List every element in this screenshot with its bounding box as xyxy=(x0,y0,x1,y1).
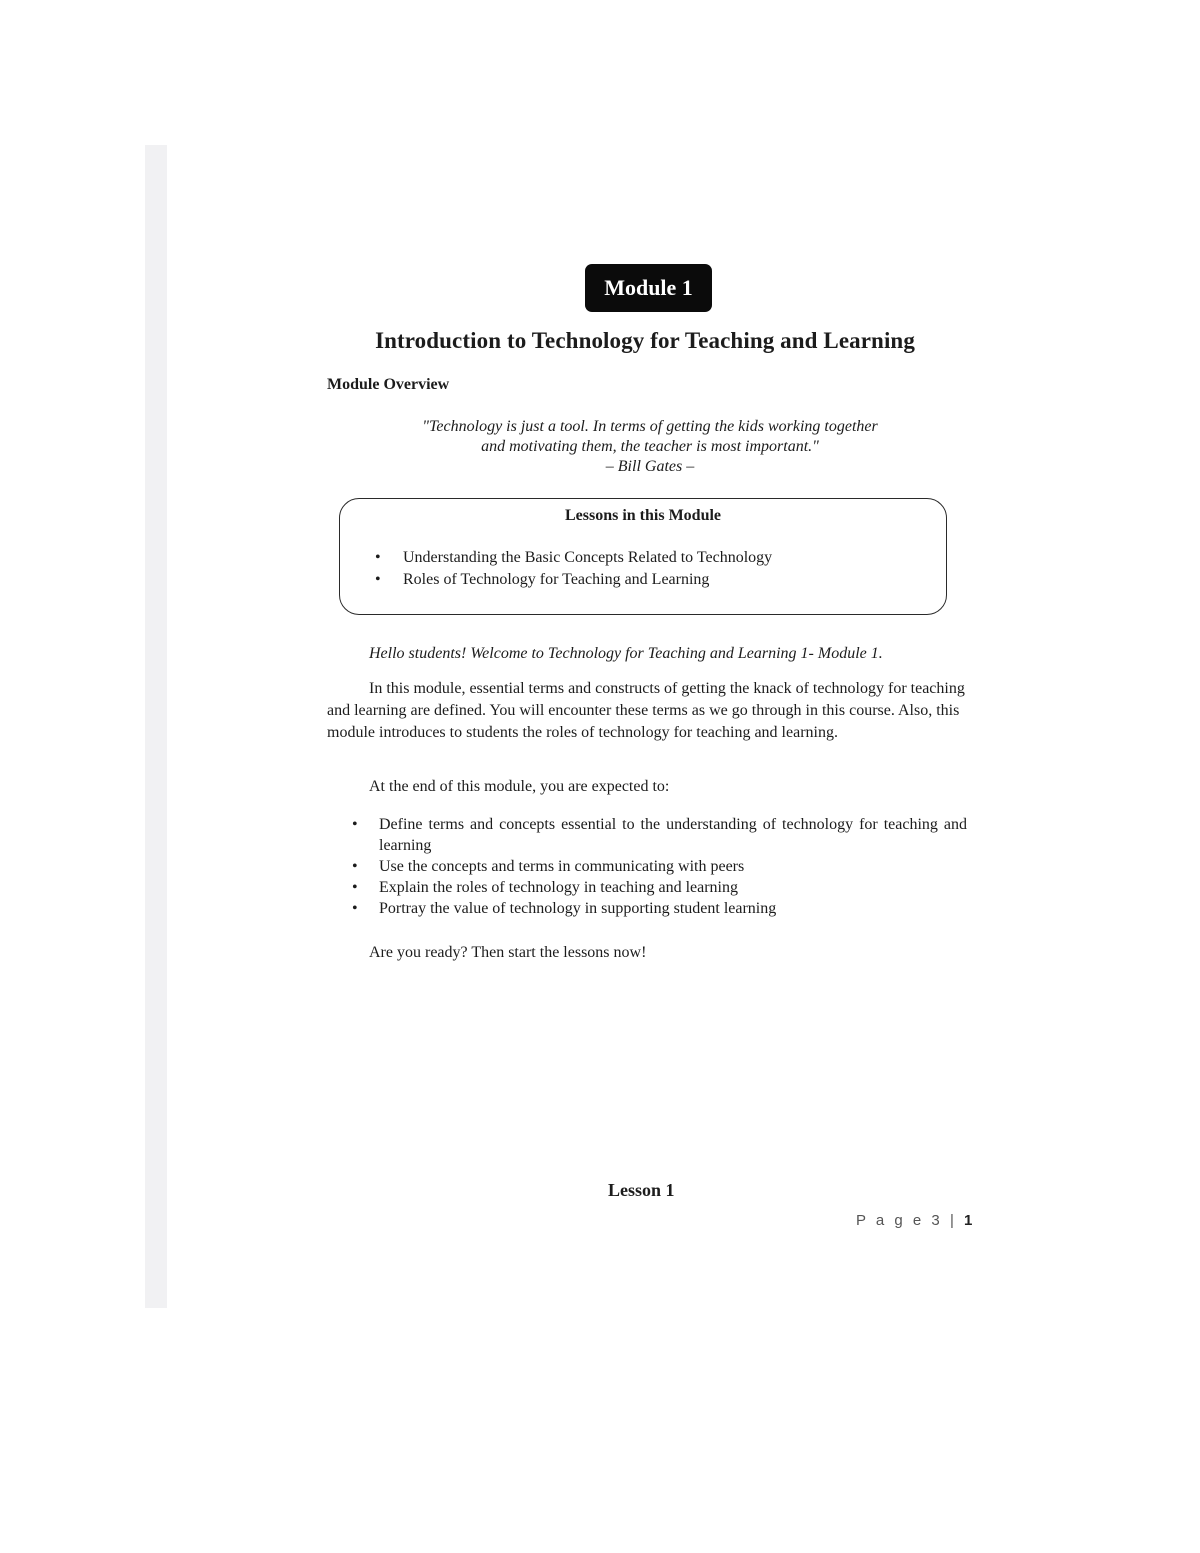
expectation-text: At the end of this module, you are expected to: xyxy=(369,778,670,795)
objective-item: • Portray the value of technology in supporting student learning xyxy=(352,898,967,919)
epigraph-quote xyxy=(370,417,930,477)
quote-author: – Bill Gates – xyxy=(605,458,695,475)
page-gutter xyxy=(145,145,167,1308)
greeting: Hello students! Welcome to Technology for Teaching and Learning 1- Module 1. xyxy=(369,645,883,662)
page-label: P a g e 3 | xyxy=(856,1212,957,1229)
page-number-value: 1 xyxy=(964,1212,973,1229)
lesson-item: • Roles of Technology for Teaching and Learning xyxy=(373,569,772,591)
closing-text: Are you ready? Then start the lessons now! xyxy=(369,944,647,961)
lessons-box xyxy=(339,498,947,615)
objective-item: • Use the concepts and terms in communicating with peers xyxy=(352,856,967,877)
page-number xyxy=(856,1212,972,1229)
next-lesson-heading: Lesson 1 xyxy=(608,1180,675,1200)
quote-line-1: "Technology is just a tool. In terms of getting the kids working together xyxy=(422,418,878,435)
lessons-list xyxy=(373,547,772,591)
objectives-list xyxy=(352,814,967,919)
page-title: Introduction to Technology for Teaching and Learning xyxy=(375,328,915,353)
intro-paragraph: In this module, essential terms and constructs of getting the knack of technology for teaching and learning are defined. You will encounter these terms as we go through in this course. Also, this module introduces to students the roles of technology for teaching and learning. xyxy=(327,680,965,741)
lessons-heading: Lessons in this Module xyxy=(564,507,722,524)
lesson-item: • Understanding the Basic Concepts Related to Technology xyxy=(373,547,772,569)
section-heading-overview: Module Overview xyxy=(327,376,450,393)
objective-item: • Explain the roles of technology in teaching and learning xyxy=(352,877,967,898)
module-badge: Module 1 xyxy=(585,264,712,312)
objective-item: • Define terms and concepts essential to the understanding of technology for teaching and learning xyxy=(352,814,967,856)
quote-line-2: and motivating them, the teacher is most important." xyxy=(481,438,819,455)
